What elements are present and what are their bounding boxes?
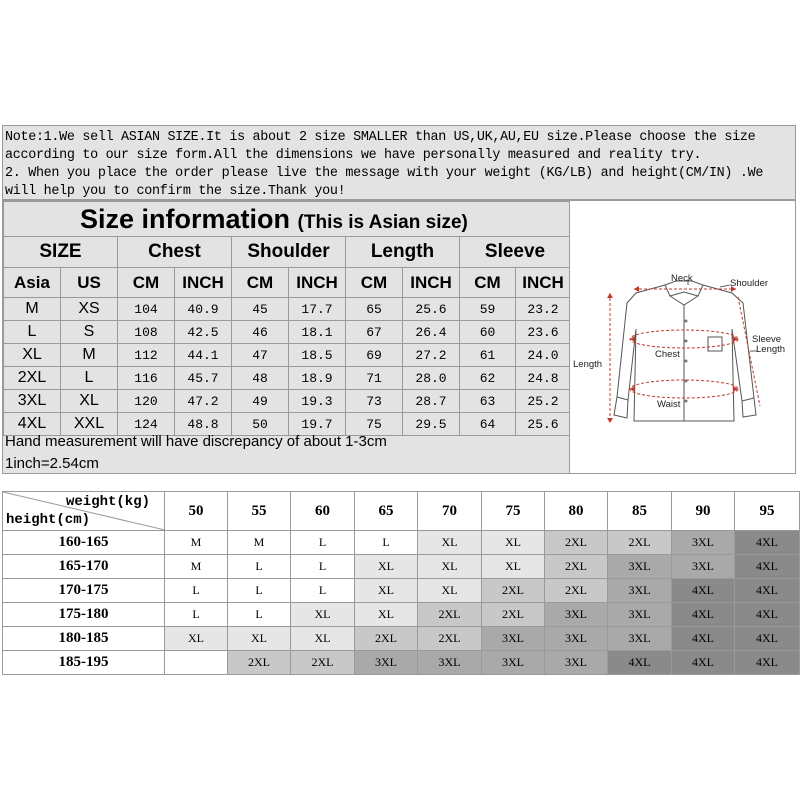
measurement-cell: 44.1 [175,344,232,367]
recommended-size-cell: 2XL [482,579,545,603]
recommended-size-cell: 3XL [545,651,608,675]
measurement-cell: 18.5 [289,344,346,367]
recommended-size-cell: L [228,555,291,579]
recommended-size-cell: XL [418,555,482,579]
recommended-size-cell: 3XL [608,603,672,627]
height-row [3,531,800,555]
unit-header: CM [346,268,403,298]
unit-header: INCH [175,268,232,298]
group-header-size: SIZE [4,237,118,268]
measurement-cell: 28.7 [403,390,460,413]
weight-header-cell: 75 [482,492,545,531]
size-table-subtitle: (This is Asian size) [297,211,468,233]
note-line: according to our size form.All the dimensions we have personally measured and reality try. [5,148,702,163]
size-table-row [4,298,571,321]
recommended-size-cell: L [291,531,355,555]
size-label-cell: XL [4,344,61,367]
measurement-cell: 124 [118,413,175,436]
measurement-cell: 17.7 [289,298,346,321]
measurement-cell: 42.5 [175,321,232,344]
measurement-cell: 48.8 [175,413,232,436]
recommended-size-cell: 4XL [735,651,800,675]
recommended-size-cell: 2XL [291,651,355,675]
recommended-size-cell: 3XL [608,627,672,651]
measurement-cell: 71 [346,367,403,390]
measurement-cell: 24.8 [516,367,571,390]
group-header-length: Length [346,237,460,268]
recommended-size-cell: 3XL [672,531,735,555]
recommended-size-cell: 4XL [735,579,800,603]
measurement-cell: 112 [118,344,175,367]
measurement-cell: 116 [118,367,175,390]
measurement-cell: 18.9 [289,367,346,390]
group-header-chest: Chest [118,237,232,268]
recommended-size-cell: L [228,603,291,627]
unit-header: CM [118,268,175,298]
recommended-size-cell: L [291,555,355,579]
measurement-cell: 40.9 [175,298,232,321]
measurement-cell: 19.3 [289,390,346,413]
recommended-size-cell: L [165,603,228,627]
weight-height-body [3,531,800,675]
measurement-cell: 18.1 [289,321,346,344]
size-label-cell: M [61,344,118,367]
height-range-cell: 175-180 [3,603,165,627]
recommended-size-cell: 3XL [545,627,608,651]
recommended-size-cell: L [291,579,355,603]
size-label-cell: 4XL [4,413,61,436]
recommended-size-cell: 4XL [672,651,735,675]
measurement-cell: 49 [232,390,289,413]
recommended-size-cell: 3XL [482,651,545,675]
measurement-cell: 48 [232,367,289,390]
measurement-cell: 61 [460,344,516,367]
size-label-cell: M [4,298,61,321]
size-label-cell: 2XL [4,367,61,390]
unit-header: INCH [403,268,460,298]
recommended-size-cell: 4XL [672,579,735,603]
weight-header-cell: 65 [355,492,418,531]
recommended-size-cell: 4XL [735,531,800,555]
unit-header: INCH [516,268,571,298]
measurement-cell: 120 [118,390,175,413]
recommended-size-cell: 4XL [735,603,800,627]
unit-header: CM [460,268,516,298]
recommended-size-cell: M [228,531,291,555]
measurement-cell: 47.2 [175,390,232,413]
measurement-cell: 23.2 [516,298,571,321]
size-footnote-inch: 1inch=2.54cm [5,455,99,472]
recommended-size-cell: M [165,531,228,555]
height-range-cell: 185-195 [3,651,165,675]
height-row [3,627,800,651]
recommended-size-cell: XL [228,627,291,651]
recommended-size-cell: 2XL [418,603,482,627]
size-label-cell: L [4,321,61,344]
recommended-size-cell: XL [418,531,482,555]
size-note [2,125,796,200]
size-table-row [4,367,571,390]
recommended-size-cell: 3XL [418,651,482,675]
measurement-cell: 64 [460,413,516,436]
diagram-label-waist: Waist [657,399,681,410]
recommended-size-cell: XL [165,627,228,651]
size-label-cell: XS [61,298,118,321]
recommended-size-cell: L [165,579,228,603]
diagram-label-neck: Neck [671,273,693,284]
size-table-row [4,321,571,344]
unit-header: INCH [289,268,346,298]
measurement-cell: 25.2 [516,390,571,413]
size-table-body [4,298,571,436]
size-information-table [3,201,571,436]
size-information-panel [2,200,570,474]
recommended-size-cell: 2XL [482,603,545,627]
recommended-size-cell: 4XL [608,651,672,675]
note-line: 2. When you place the order please live the message with your weight (KG/LB) and height(CM/IN) .We [5,166,764,181]
measurement-cell: 108 [118,321,175,344]
recommended-size-cell: XL [355,579,418,603]
measurement-cell: 25.6 [403,298,460,321]
recommended-size-cell: 4XL [735,555,800,579]
diagram-label-shoulder: Shoulder [730,278,769,289]
measurement-cell: 45.7 [175,367,232,390]
weight-header-cell: 70 [418,492,482,531]
weight-header-row [3,492,800,531]
measurement-cell: 104 [118,298,175,321]
measurement-cell: 27.2 [403,344,460,367]
diagram-label-sleeve-length: Length [756,344,786,355]
recommended-size-cell: XL [482,555,545,579]
measurement-cell: 47 [232,344,289,367]
height-range-cell: 180-185 [3,627,165,651]
diagram-label-length: Length [573,359,603,370]
size-label-cell: L [61,367,118,390]
recommended-size-cell: XL [355,555,418,579]
recommended-size-cell: 4XL [672,627,735,651]
shirt-measurement-diagram [569,200,796,474]
measurement-cell: 50 [232,413,289,436]
recommended-size-cell: 2XL [608,531,672,555]
measurement-cell: 59 [460,298,516,321]
unit-header: US [61,268,118,298]
diagram-label-sleeve: Sleeve [752,334,782,345]
size-table-group-row [4,237,571,268]
recommended-size-cell: 3XL [545,603,608,627]
recommended-size-cell: 4XL [735,627,800,651]
corner-height-label: height(cm) [6,512,91,528]
diagram-label-chest: Chest [655,349,680,360]
recommended-size-cell: 3XL [482,627,545,651]
recommended-size-cell: 2XL [545,555,608,579]
weight-header-cell: 50 [165,492,228,531]
measurement-cell: 60 [460,321,516,344]
recommended-size-cell: 3XL [608,555,672,579]
unit-header: Asia [4,268,61,298]
recommended-size-cell: 3XL [608,579,672,603]
weight-header-cell: 95 [735,492,800,531]
note-line: Note:1.We sell ASIAN SIZE.It is about 2 size SMALLER than US,UK,AU,EU size.Please choose the size [5,130,756,145]
measurement-cell: 26.4 [403,321,460,344]
height-row [3,651,800,675]
recommended-size-cell: 2XL [545,579,608,603]
weight-header-cell: 80 [545,492,608,531]
weight-header-cell: 55 [228,492,291,531]
measurement-cell: 67 [346,321,403,344]
size-table-title [4,202,571,237]
height-range-cell: 170-175 [3,579,165,603]
recommended-size-cell: L [355,531,418,555]
measurement-cell: 24.0 [516,344,571,367]
size-table-title-text: Size information [80,203,291,234]
group-header-sleeve: Sleeve [460,237,571,268]
recommended-size-cell: 2XL [228,651,291,675]
size-label-cell: XXL [61,413,118,436]
unit-header: CM [232,268,289,298]
weight-header-cell: 90 [672,492,735,531]
measurement-cell: 19.7 [289,413,346,436]
size-label-cell: 3XL [4,390,61,413]
recommended-size-cell: XL [355,603,418,627]
measurement-cell: 65 [346,298,403,321]
measurement-cell: 45 [232,298,289,321]
height-row [3,603,800,627]
weight-header-cell: 60 [291,492,355,531]
weight-height-corner [3,492,165,531]
height-range-cell: 160-165 [3,531,165,555]
size-footnote-discrepancy: Hand measurement will have discrepancy of about 1-3cm [5,433,387,450]
group-header-shoulder: Shoulder [232,237,346,268]
measurement-cell: 28.0 [403,367,460,390]
recommended-size-cell: 2XL [418,627,482,651]
height-row [3,579,800,603]
size-table-row [4,344,571,367]
recommended-size-cell: L [228,579,291,603]
height-range-cell: 165-170 [3,555,165,579]
measurement-cell: 29.5 [403,413,460,436]
measurement-cell: 73 [346,390,403,413]
recommended-size-cell: 2XL [545,531,608,555]
height-row [3,555,800,579]
size-label-cell: XL [61,390,118,413]
size-label-cell: S [61,321,118,344]
recommended-size-cell: M [165,555,228,579]
weight-header-cell: 85 [608,492,672,531]
recommended-size-cell: 3XL [355,651,418,675]
recommended-size-cell: 3XL [672,555,735,579]
measurement-cell: 75 [346,413,403,436]
size-table-row [4,390,571,413]
recommended-size-cell: 2XL [355,627,418,651]
measurement-cell: 69 [346,344,403,367]
recommended-size-cell: 4XL [672,603,735,627]
note-line: will help you to confirm the size.Thank you! [5,184,346,199]
recommended-size-cell: XL [482,531,545,555]
recommended-size-cell: XL [291,603,355,627]
recommended-size-cell: XL [418,579,482,603]
recommended-size-cell: XL [291,627,355,651]
size-table-unit-row [4,268,571,298]
corner-weight-label: weight(kg) [65,494,150,510]
weight-height-chart [2,491,800,675]
measurement-cell: 23.6 [516,321,571,344]
measurement-cell: 25.6 [516,413,571,436]
measurement-cell: 62 [460,367,516,390]
measurement-cell: 63 [460,390,516,413]
measurement-cell: 46 [232,321,289,344]
recommended-size-cell [165,651,228,675]
